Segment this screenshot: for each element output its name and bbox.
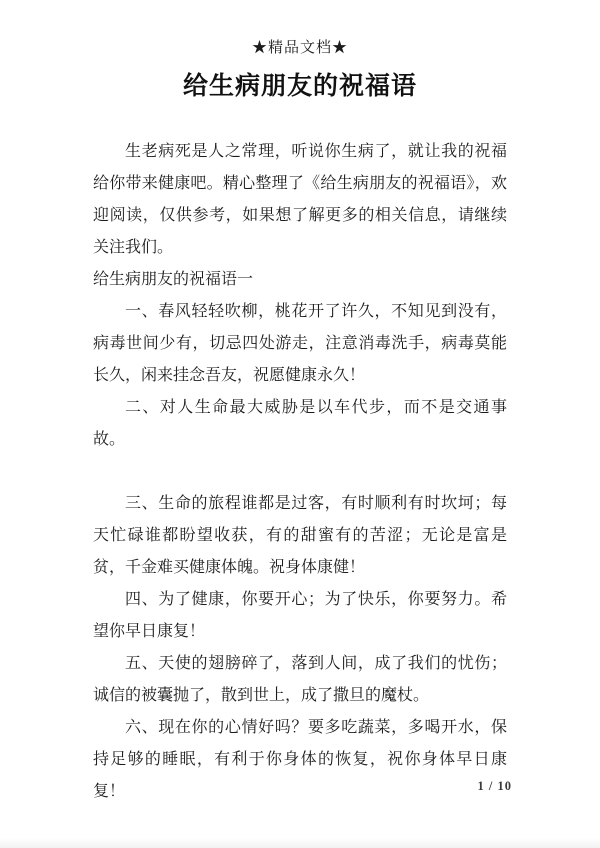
blessing-item-3: 三、生命的旅程谁都是过客，有时顺利有时坎坷；每天忙碌谁都盼望收获，有的甜蜜有的苦涩；无论是富是贫，千金难买健康体魄。祝身体康健！ <box>93 495 507 576</box>
blessing-item-5: 五、天使的翅膀碎了，落到人间，成了我们的忧伤；诚信的被囊抛了，散到世上，成了撒旦的魔杖。 <box>93 655 507 704</box>
intro-paragraph: 生老病死是人之常理，听说你生病了，就让我的祝福给你带来健康吧。精心整理了《给生病朋友的祝福语》，欢迎阅读，仅供参考，如果想了解更多的相关信息，请继续关注我们。 <box>93 143 507 256</box>
blessing-item-4: 四、为了健康，你要开心；为了快乐，你要努力。希望你早日康复！ <box>93 591 507 640</box>
section-heading: 给生病朋友的祝福语一 <box>93 271 254 288</box>
page-bottom-shadow <box>0 838 600 848</box>
document-title: 给生病朋友的祝福语 <box>182 73 417 100</box>
blessing-item-2: 二、对人生命最大威胁是以车代步，而不是交通事故。 <box>93 399 507 448</box>
page-number: 1 / 10 <box>477 779 512 793</box>
blessing-item-1: 一、春风轻轻吹柳，桃花开了许久，不知见到没有，病毒世间少有，切忌四处游走，注意消毒洗手，病毒莫能长久，闲来挂念吾友，祝愿健康永久！ <box>93 303 507 384</box>
document-body <box>93 136 507 808</box>
header-badge: ★精品文档★ <box>251 40 348 56</box>
blessing-item-6: 六、现在你的心情好吗？要多吃蔬菜，多喝开水，保持足够的睡眠，有利于你身体的恢复，祝你身体早日康复！ <box>93 719 507 800</box>
